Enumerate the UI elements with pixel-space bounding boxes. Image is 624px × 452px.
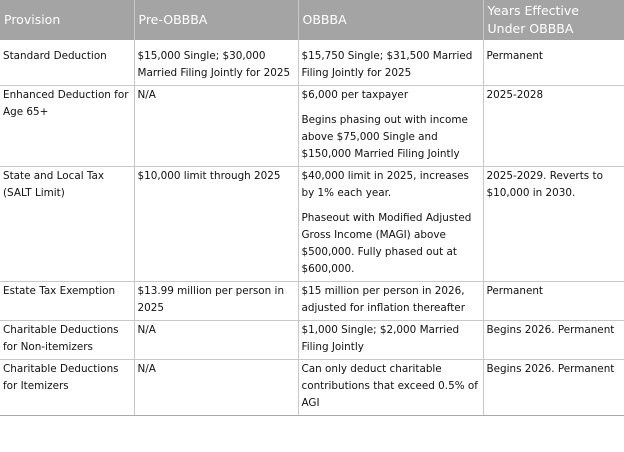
- pre-obbba-paragraph: N/A: [137, 363, 156, 375]
- years-effective-paragraph: 2025-2029. Reverts to $10,000 in 2030.: [486, 170, 603, 199]
- provision-cell: Charitable Deductions for Itemizers: [0, 360, 134, 416]
- pre-obbba-paragraph: N/A: [137, 89, 156, 101]
- table-body: [0, 40, 624, 416]
- header-row: [0, 0, 624, 40]
- years-effective-cell: [483, 321, 624, 360]
- years-effective-paragraph: Begins 2026. Permanent: [486, 324, 615, 336]
- provision-cell: Charitable Deductions for Non-itemizers: [0, 321, 134, 360]
- years-effective-cell: [483, 86, 624, 167]
- provision-cell: Standard Deduction: [0, 40, 134, 86]
- pre-obbba-cell: [134, 40, 298, 86]
- provision-cell: State and Local Tax (SALT Limit): [0, 167, 134, 282]
- obbba-paragraph: Begins phasing out with income above $75,000 Single and $150,000 Married Filing Jointly: [301, 114, 468, 160]
- obbba-paragraph: Can only deduct charitable contributions that exceed 0.5% of AGI: [301, 363, 478, 409]
- provision-cell: Estate Tax Exemption: [0, 282, 134, 321]
- pre-obbba-cell: [134, 282, 298, 321]
- pre-obbba-paragraph: $13.99 million per person in 2025: [137, 285, 285, 314]
- obbba-paragraph: $6,000 per taxpayer: [301, 89, 409, 101]
- years-effective-cell: [483, 167, 624, 282]
- years-effective-paragraph: Begins 2026. Permanent: [486, 363, 615, 375]
- pre-obbba-paragraph: $10,000 limit through 2025: [137, 170, 281, 182]
- obbba-cell: [298, 40, 483, 86]
- pre-obbba-cell: [134, 86, 298, 167]
- obbba-paragraph: $15,750 Single; $31,500 Married Filing Jointly for 2025: [301, 50, 473, 79]
- pre-obbba-paragraph: $15,000 Single; $30,000 Married Filing Jointly for 2025: [137, 50, 291, 79]
- table-row: [0, 360, 624, 416]
- years-effective-paragraph: Permanent: [486, 50, 544, 62]
- years-effective-paragraph: 2025-2028: [486, 89, 544, 101]
- obbba-paragraph: $1,000 Single; $2,000 Married Filing Jointly: [301, 324, 460, 353]
- years-effective-cell: [483, 282, 624, 321]
- pre-obbba-cell: [134, 167, 298, 282]
- obbba-cell: [298, 360, 483, 416]
- years-effective-paragraph: Permanent: [486, 285, 544, 297]
- provision-cell: Enhanced Deduction for Age 65+: [0, 86, 134, 167]
- years-effective-cell: [483, 360, 624, 416]
- pre-obbba-paragraph: N/A: [137, 324, 156, 336]
- header-provision: Provision: [0, 0, 134, 40]
- obbba-cell: [298, 86, 483, 167]
- pre-obbba-cell: [134, 321, 298, 360]
- obbba-cell: [298, 321, 483, 360]
- obbba-cell: [298, 282, 483, 321]
- header-pre-obbba: Pre-OBBBA: [134, 0, 298, 40]
- obbba-paragraph: $15 million per person in 2026, adjusted for inflation thereafter: [301, 285, 465, 314]
- table-row: [0, 40, 624, 86]
- pre-obbba-cell: [134, 360, 298, 416]
- header-obbba: OBBBA: [298, 0, 483, 40]
- years-effective-cell: [483, 40, 624, 86]
- table-row: [0, 86, 624, 167]
- table-header: [0, 0, 624, 40]
- header-years-effective: Years Effective Under OBBBA: [483, 0, 624, 40]
- obbba-cell: [298, 167, 483, 282]
- obbba-paragraph: Phaseout with Modified Adjusted Gross Income (MAGI) above $500,000. Fully phased out at $600,000.: [301, 212, 472, 275]
- table-row: [0, 282, 624, 321]
- obbba-paragraph: $40,000 limit in 2025, increases by 1% each year.: [301, 170, 469, 199]
- table-row: [0, 321, 624, 360]
- table-row: [0, 167, 624, 282]
